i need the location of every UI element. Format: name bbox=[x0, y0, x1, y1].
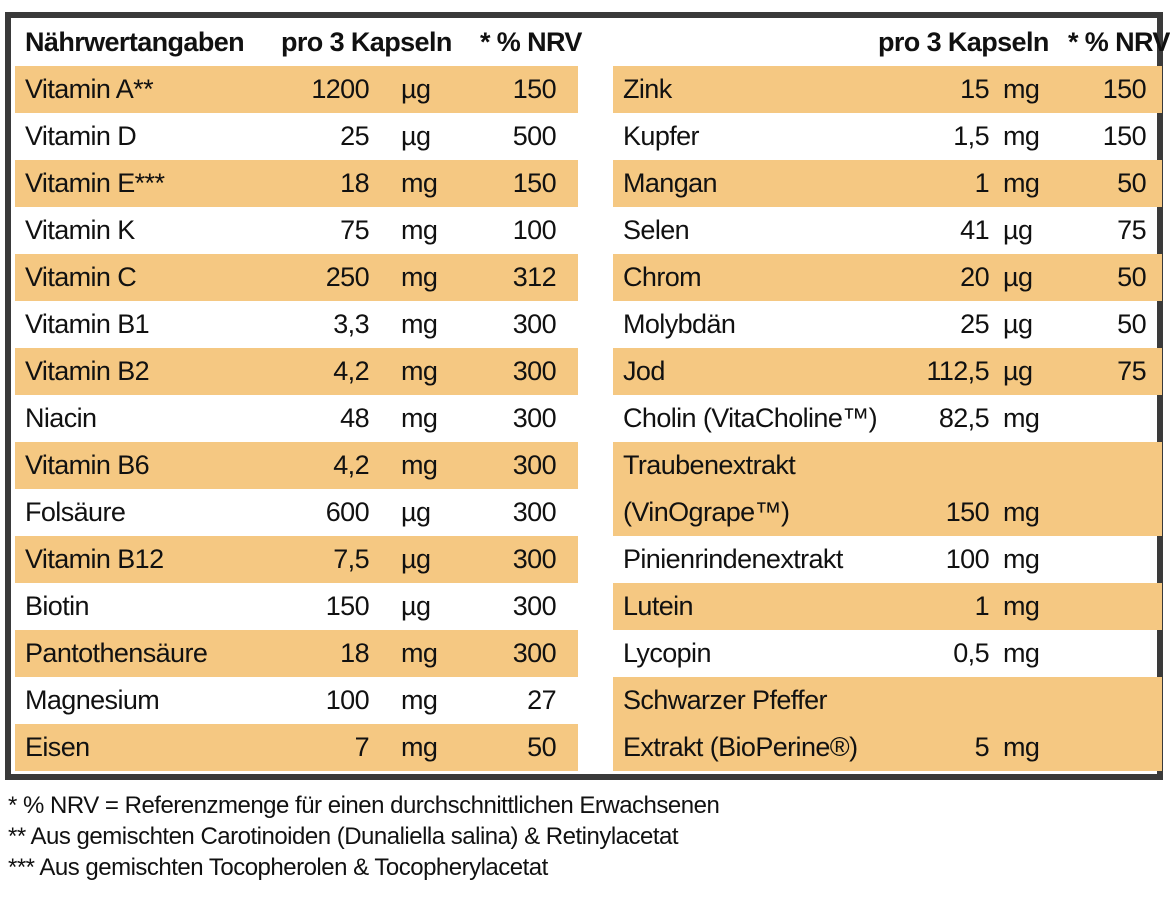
nutrient-name-line-2: (VinOgrape™) bbox=[623, 497, 790, 527]
nutrient-name-line-1: Traubenextrakt bbox=[623, 450, 796, 480]
per-3-capsules-header: pro 3 Kapseln bbox=[878, 27, 1049, 57]
table-row bbox=[15, 160, 578, 207]
table-row bbox=[613, 395, 1162, 442]
table-row bbox=[15, 66, 578, 113]
nutrient-amount: 4,2 bbox=[333, 356, 369, 386]
nutrient-nrv: 300 bbox=[512, 403, 556, 433]
nutrient-unit: mg bbox=[401, 638, 438, 668]
nutrient-amount: 100 bbox=[325, 685, 369, 715]
nutrient-unit: µg bbox=[401, 74, 431, 104]
nutrient-unit: µg bbox=[1003, 309, 1033, 339]
nutrient-nrv: 300 bbox=[512, 450, 556, 480]
nutrient-unit: mg bbox=[1003, 74, 1040, 104]
nutrient-unit: mg bbox=[401, 215, 438, 245]
nutrient-name: Vitamin A** bbox=[25, 74, 153, 104]
nutrient-amount: 25 bbox=[960, 309, 989, 339]
table-row bbox=[15, 395, 578, 442]
nutrient-amount: 82,5 bbox=[938, 403, 989, 433]
nutrient-nrv: 300 bbox=[512, 591, 556, 621]
nutrient-nrv: 27 bbox=[527, 685, 556, 715]
nutrient-nrv: 312 bbox=[512, 262, 556, 292]
nutrient-amount: 600 bbox=[325, 497, 369, 527]
table-row bbox=[613, 536, 1162, 583]
table-row bbox=[15, 489, 578, 536]
nutrient-amount: 48 bbox=[340, 403, 369, 433]
nutrition-table bbox=[5, 12, 1170, 780]
nutrient-amount: 75 bbox=[340, 215, 369, 245]
nutrient-amount: 1,5 bbox=[953, 121, 989, 151]
nutrient-unit: µg bbox=[401, 121, 431, 151]
table-row bbox=[613, 113, 1162, 160]
nutrient-name: Niacin bbox=[25, 403, 97, 433]
table-row bbox=[15, 301, 578, 348]
nutrient-nrv: 500 bbox=[512, 121, 556, 151]
nutrient-amount: 112,5 bbox=[926, 356, 989, 386]
nutrient-name: Vitamin B12 bbox=[25, 544, 164, 574]
footnote-vitamin-a: ** Aus gemischten Carotinoiden (Dunaliella salina) & Retinylacetat bbox=[8, 823, 679, 850]
table-row bbox=[15, 724, 578, 771]
nutrient-amount: 1200 bbox=[311, 74, 369, 104]
nutrient-name: Jod bbox=[623, 356, 665, 386]
table-row bbox=[613, 160, 1162, 207]
footnote-nrv: * % NRV = Referenzmenge für einen durchschnittlichen Erwachsenen bbox=[8, 792, 720, 819]
nutrient-nrv: 50 bbox=[527, 732, 556, 762]
nutrient-unit: mg bbox=[401, 450, 438, 480]
table-row bbox=[15, 630, 578, 677]
nutrient-nrv: 100 bbox=[512, 215, 556, 245]
nutrient-name: Lutein bbox=[623, 591, 693, 621]
nutrient-unit: µg bbox=[1003, 262, 1033, 292]
table-row bbox=[613, 442, 1162, 536]
footnote-vitamin-e: *** Aus gemischten Tocopherolen & Tocopherylacetat bbox=[8, 854, 548, 881]
nutrient-amount: 150 bbox=[945, 497, 989, 527]
table-row bbox=[15, 677, 578, 724]
nutrient-name: Eisen bbox=[25, 732, 90, 762]
nutrient-nrv: 50 bbox=[1117, 262, 1146, 292]
footnotes bbox=[8, 790, 719, 883]
nutrient-nrv: 300 bbox=[512, 638, 556, 668]
nutrient-nrv: 150 bbox=[1102, 121, 1146, 151]
nutrient-name: Vitamin B2 bbox=[25, 356, 150, 386]
nutrient-amount: 15 bbox=[960, 74, 989, 104]
nutrient-nrv: 150 bbox=[512, 74, 556, 104]
nutrient-unit: mg bbox=[401, 356, 438, 386]
nutrient-name-line-2: Extrakt (BioPerine®) bbox=[623, 732, 858, 762]
nutrient-unit: mg bbox=[1003, 497, 1040, 527]
nutrient-name: Vitamin B6 bbox=[25, 450, 150, 480]
left-column bbox=[15, 18, 582, 771]
nutrient-unit: µg bbox=[1003, 215, 1033, 245]
nutrient-nrv: 300 bbox=[512, 497, 556, 527]
nutrient-amount: 18 bbox=[340, 638, 369, 668]
nutrient-amount: 150 bbox=[325, 591, 369, 621]
nutrient-unit: mg bbox=[1003, 591, 1040, 621]
nutrient-amount: 25 bbox=[340, 121, 369, 151]
nutrient-nrv: 50 bbox=[1117, 168, 1146, 198]
nutrient-amount: 1 bbox=[974, 168, 989, 198]
nutrient-unit: mg bbox=[1003, 732, 1040, 762]
nutrient-name: Lycopin bbox=[623, 638, 711, 668]
nutrient-unit: mg bbox=[401, 168, 438, 198]
table-row bbox=[15, 254, 578, 301]
table-row bbox=[613, 348, 1162, 395]
nutrient-amount: 3,3 bbox=[333, 309, 369, 339]
nutrient-name: Pantothensäure bbox=[25, 638, 208, 668]
table-row bbox=[15, 113, 578, 160]
nutrient-amount: 41 bbox=[960, 215, 989, 245]
nutrient-unit: mg bbox=[1003, 544, 1040, 574]
right-header-row bbox=[613, 18, 1170, 66]
table-title: Nährwertangaben bbox=[25, 27, 245, 57]
nutrient-unit: µg bbox=[401, 591, 431, 621]
nutrient-nrv: 300 bbox=[512, 309, 556, 339]
table-row bbox=[613, 301, 1162, 348]
nutrient-unit: mg bbox=[1003, 638, 1040, 668]
nutrient-name: Vitamin C bbox=[25, 262, 137, 292]
nutrient-name-line-1: Schwarzer Pfeffer bbox=[623, 685, 827, 715]
right-column bbox=[613, 18, 1170, 771]
per-3-capsules-header: pro 3 Kapseln bbox=[281, 27, 452, 57]
nutrient-name: Zink bbox=[623, 74, 672, 104]
table-row bbox=[613, 630, 1162, 677]
nutrient-nrv: 150 bbox=[1102, 74, 1146, 104]
nutrient-name: Kupfer bbox=[623, 121, 699, 151]
nutrient-name: Vitamin D bbox=[25, 121, 137, 151]
nrv-header: * % NRV bbox=[480, 27, 582, 57]
nutrient-name: Pinienrindenextrakt bbox=[623, 544, 843, 574]
nutrient-amount: 18 bbox=[340, 168, 369, 198]
nutrient-name: Folsäure bbox=[25, 497, 126, 527]
nutrient-amount: 250 bbox=[325, 262, 369, 292]
nutrient-unit: mg bbox=[401, 685, 438, 715]
table-row bbox=[15, 442, 578, 489]
nutrient-name: Vitamin B1 bbox=[25, 309, 150, 339]
nutrient-amount: 20 bbox=[960, 262, 989, 292]
nutrient-unit: mg bbox=[401, 262, 438, 292]
nutrient-nrv: 150 bbox=[512, 168, 556, 198]
nutrient-name: Vitamin K bbox=[25, 215, 135, 245]
nutrient-unit: mg bbox=[401, 732, 438, 762]
table-row bbox=[15, 348, 578, 395]
nutrient-amount: 100 bbox=[945, 544, 989, 574]
nutrient-unit: µg bbox=[401, 544, 431, 574]
table-row bbox=[613, 677, 1162, 771]
left-header-row bbox=[15, 18, 582, 66]
nutrient-unit: µg bbox=[1003, 356, 1033, 386]
nutrient-nrv: 50 bbox=[1117, 309, 1146, 339]
nutrient-amount: 7 bbox=[354, 732, 369, 762]
nutrient-unit: µg bbox=[401, 497, 431, 527]
nutrient-name: Magnesium bbox=[25, 685, 160, 715]
nutrient-amount: 4,2 bbox=[333, 450, 369, 480]
nutrient-name: Selen bbox=[623, 215, 690, 245]
table-row bbox=[613, 66, 1162, 113]
nutrient-nrv: 300 bbox=[512, 544, 556, 574]
nutrient-nrv: 75 bbox=[1117, 356, 1146, 386]
nutrient-unit: mg bbox=[1003, 403, 1040, 433]
table-row bbox=[15, 536, 578, 583]
nutrient-name: Molybdän bbox=[623, 309, 736, 339]
nutrient-amount: 7,5 bbox=[333, 544, 369, 574]
table-row bbox=[613, 254, 1162, 301]
nutrient-amount: 0,5 bbox=[953, 638, 989, 668]
nutrient-unit: mg bbox=[401, 403, 438, 433]
nutrient-unit: mg bbox=[401, 309, 438, 339]
nutrient-amount: 1 bbox=[974, 591, 989, 621]
table-row bbox=[613, 583, 1162, 630]
table-row bbox=[613, 207, 1162, 254]
nutrient-name: Cholin (VitaCholine™) bbox=[623, 403, 878, 433]
nutrient-unit: mg bbox=[1003, 168, 1040, 198]
nutrient-amount: 5 bbox=[974, 732, 989, 762]
nrv-header: * % NRV bbox=[1068, 27, 1170, 57]
nutrient-name: Chrom bbox=[623, 262, 702, 292]
nutrient-nrv: 75 bbox=[1117, 215, 1146, 245]
nutrient-unit: mg bbox=[1003, 121, 1040, 151]
table-row bbox=[15, 583, 578, 630]
table-row bbox=[15, 207, 578, 254]
nutrient-name: Mangan bbox=[623, 168, 717, 198]
nutrient-name: Vitamin E*** bbox=[25, 168, 165, 198]
nutrient-name: Biotin bbox=[25, 591, 89, 621]
nutrient-nrv: 300 bbox=[512, 356, 556, 386]
